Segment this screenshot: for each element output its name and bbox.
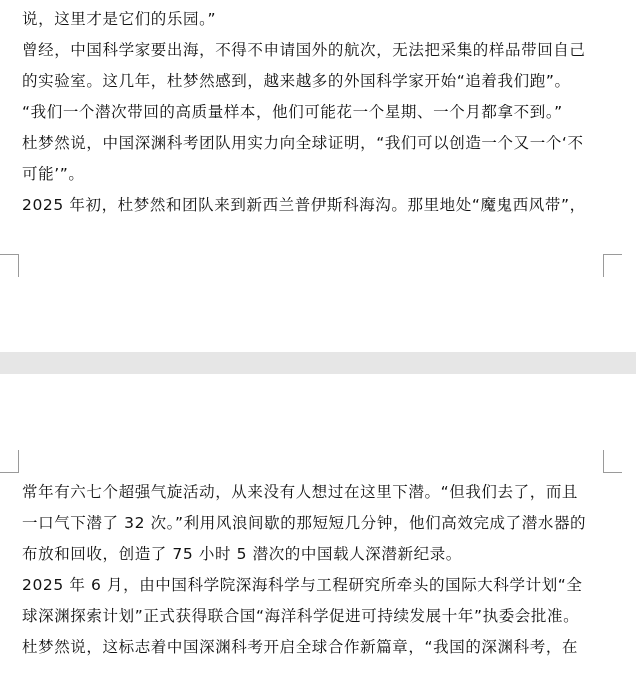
text-line[interactable]: 常年有六七个超强气旋活动，从来没有人想过在这里下潜。“但我们去了，而且 bbox=[22, 483, 579, 501]
text-line[interactable]: 球深渊探索计划”正式获得联合国“海洋科学促进可持续发展十年”执委会批准。 bbox=[22, 607, 580, 625]
text-line[interactable]: 一口气下潜了 32 次。”利用风浪间歇的那短短几分钟，他们高效完成了潜水器的 bbox=[22, 514, 587, 532]
text-line[interactable]: 曾经，中国科学家要出海，不得不申请国外的航次，无法把采集的样品带回自己 bbox=[22, 41, 586, 59]
margin-corner-mark bbox=[0, 254, 19, 277]
page-top-text[interactable] bbox=[22, 4, 622, 221]
text-line[interactable]: 杜梦然说，中国深渊科考团队用实力向全球证明，“我们可以创造一个又一个‘不 bbox=[22, 134, 584, 152]
text-line[interactable]: 说，这里才是它们的乐园。” bbox=[22, 10, 217, 28]
document-page-bottom bbox=[0, 374, 636, 674]
text-line[interactable]: 2025 年 6 月，由中国科学院深海科学与工程研究所牵头的国际大科学计划“全 bbox=[22, 576, 583, 594]
text-line[interactable]: 的实验室。这几年，杜梦然感到，越来越多的外国科学家开始“追着我们跑”。 bbox=[22, 72, 571, 90]
margin-corner-mark bbox=[603, 450, 622, 473]
page-bottom-text[interactable] bbox=[22, 477, 622, 663]
text-line[interactable]: 可能’”。 bbox=[22, 165, 85, 183]
text-line[interactable]: “我们一个潜次带回的高质量样本，他们可能花一个星期、一个月都拿不到。” bbox=[22, 103, 563, 121]
margin-corner-mark bbox=[0, 450, 19, 473]
text-line[interactable]: 布放和回收，创造了 75 小时 5 潜次的中国载人深潜新纪录。 bbox=[22, 545, 462, 563]
text-line[interactable]: 2025 年初，杜梦然和团队来到新西兰普伊斯科海沟。那里地处“魔鬼西风带”， bbox=[22, 196, 586, 214]
text-line[interactable]: 杜梦然说，这标志着中国深渊科考开启全球合作新篇章，“我国的深渊科考，在 bbox=[22, 638, 579, 656]
margin-corner-mark bbox=[603, 254, 622, 277]
page-break-gap bbox=[0, 352, 636, 374]
